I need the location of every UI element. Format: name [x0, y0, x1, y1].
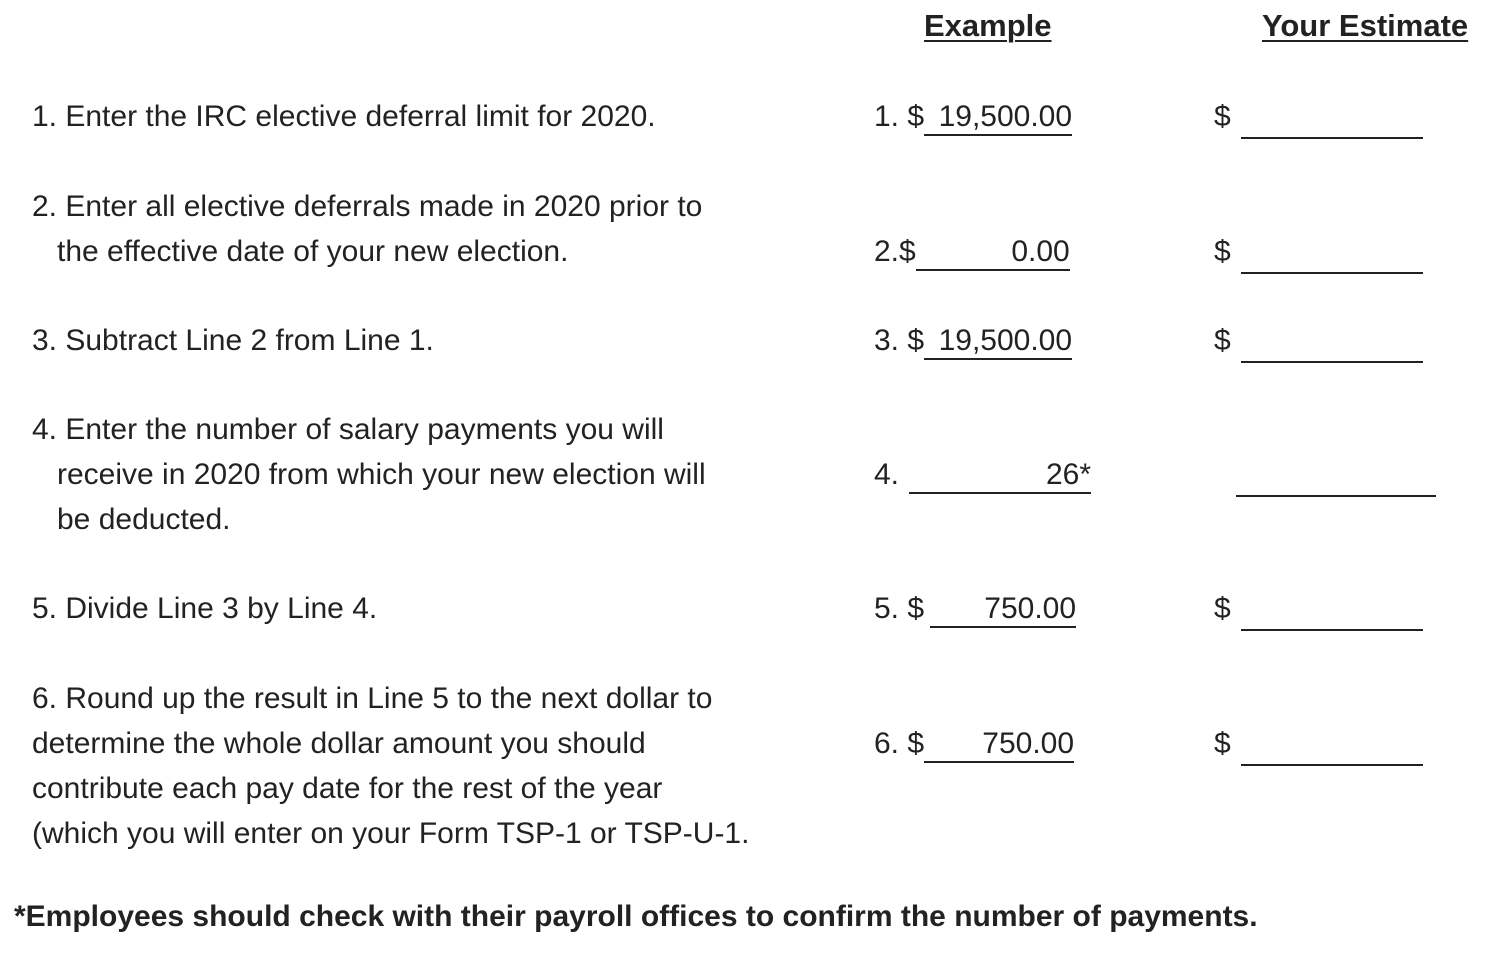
- estimate-field-line-3[interactable]: [1214, 318, 1423, 363]
- example-value-line-5: [874, 586, 1076, 631]
- example-prefix: 2.$: [874, 235, 916, 268]
- estimate-field-line-1[interactable]: [1214, 94, 1423, 139]
- payroll-footnote: *Employees should check with their payroll offices to confirm the number of payments.: [14, 900, 1258, 933]
- estimate-blank-input[interactable]: [1241, 331, 1423, 363]
- estimate-field-line-5[interactable]: [1214, 586, 1423, 631]
- estimate-field-line-4[interactable]: [1226, 452, 1436, 497]
- instruction-line-3: [32, 318, 832, 363]
- example-amount: 19,500.00: [924, 324, 1072, 360]
- estimate-blank-input[interactable]: [1241, 734, 1423, 766]
- estimate-blank-input[interactable]: [1241, 242, 1423, 274]
- instruction-text: contribute each pay date for the rest of the year: [32, 772, 663, 805]
- example-amount: 19,500.00: [924, 100, 1072, 136]
- example-value-line-2: [874, 229, 1070, 274]
- estimate-field-line-2[interactable]: [1214, 229, 1423, 274]
- instruction-text: 6. Round up the result in Line 5 to the next dollar to: [32, 682, 713, 715]
- your-estimate-column-header: Your Estimate: [1262, 8, 1469, 43]
- instruction-line-2: [32, 184, 832, 274]
- example-amount: 750.00: [930, 592, 1076, 628]
- instruction-line-1: [32, 94, 832, 139]
- instruction-line-4: [32, 407, 832, 542]
- instruction-text: 2. Enter all elective deferrals made in 2020 prior to: [32, 190, 703, 223]
- instruction-text: be deducted.: [57, 503, 231, 536]
- example-value-line-4: [874, 452, 1091, 497]
- example-amount: 26*: [909, 458, 1091, 494]
- estimate-dollar-sign: $: [1214, 100, 1231, 133]
- example-column-header: Example: [924, 8, 1052, 43]
- example-value-line-3: [874, 318, 1072, 363]
- instruction-line-5: [32, 586, 832, 631]
- estimate-blank-input[interactable]: [1236, 465, 1436, 497]
- example-prefix: 5. $: [874, 592, 925, 625]
- example-prefix: 3. $: [874, 324, 925, 357]
- instruction-text: the effective date of your new election.: [57, 235, 569, 268]
- estimate-field-line-6[interactable]: [1214, 721, 1423, 766]
- example-value-line-1: [874, 94, 1072, 139]
- example-amount: 750.00: [924, 727, 1074, 763]
- instruction-text: determine the whole dollar amount you should: [32, 727, 646, 760]
- estimate-dollar-sign: $: [1214, 235, 1231, 268]
- instruction-text: 1. Enter the IRC elective deferral limit for 2020.: [32, 100, 656, 133]
- instruction-text: (which you will enter on your Form TSP-1 or TSP-U-1.: [32, 817, 750, 850]
- instruction-text: 4. Enter the number of salary payments you will: [32, 413, 664, 446]
- example-prefix: 6. $: [874, 727, 925, 760]
- instruction-text: 5. Divide Line 3 by Line 4.: [32, 592, 378, 625]
- example-prefix: 1. $: [874, 100, 925, 133]
- example-amount: 0.00: [916, 235, 1070, 271]
- instruction-line-6: [32, 676, 832, 856]
- estimate-blank-input[interactable]: [1241, 107, 1423, 139]
- estimate-dollar-sign: $: [1214, 727, 1231, 760]
- instruction-text: 3. Subtract Line 2 from Line 1.: [32, 324, 434, 357]
- estimate-blank-input[interactable]: [1241, 599, 1423, 631]
- estimate-dollar-sign: $: [1214, 592, 1231, 625]
- example-prefix: 4.: [874, 458, 900, 491]
- estimate-dollar-sign: $: [1214, 324, 1231, 357]
- instruction-text: receive in 2020 from which your new election will: [57, 458, 706, 491]
- example-value-line-6: [874, 721, 1074, 766]
